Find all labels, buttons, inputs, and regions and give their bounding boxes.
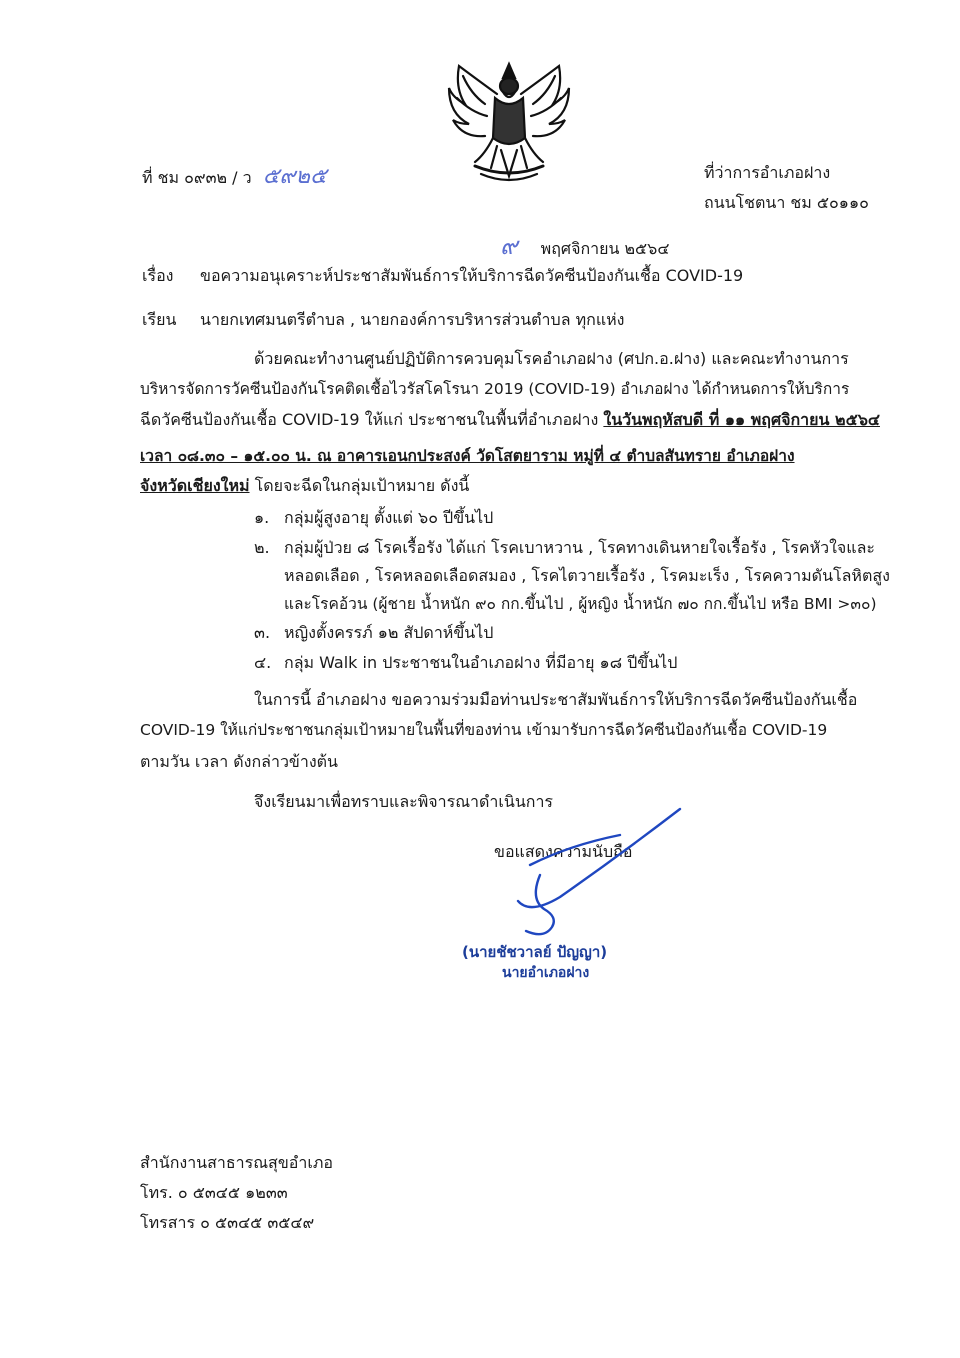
body1-line1: ด้วยคณะทำงานศูนย์ปฏิบัติการควบคุมโรคอำเภอฝาง (ศปก.อ.ฝาง) และคณะทำงานการ (254, 349, 849, 368)
list-item: ๑. กลุ่มผู้สูงอายุ ตั้งแต่ ๖๐ ปีขึ้นไป (254, 508, 494, 527)
subject-line: เรื่อง ขอความอนุเคราะห์ประชาสัมพันธ์การให้บริการฉีดวัคซีนป้องกันเชื้อ COVID-19 (142, 266, 744, 285)
signatory-position: นายอำเภอฝาง (502, 965, 590, 981)
body2-line3: ตามวัน เวลา ดังกล่าวข้างต้น (140, 752, 338, 771)
office-address: ที่ว่าการอำเภอฝาง ถนนโชตนา ชม ๕๐๑๑๐ (704, 163, 869, 212)
document-date: ๙ พฤศจิกายน ๒๕๖๔ (500, 232, 670, 260)
regards-line: ขอแสดงความนับถือ (494, 842, 633, 861)
list-item: ๔. กลุ่ม Walk in ประชาชนในอำเภอฝาง ที่มีอายุ ๑๘ ปีขึ้นไป (254, 653, 678, 672)
footer-unit: สำนักงานสาธารณสุขอำเภอ (140, 1153, 333, 1172)
footer-contact (140, 1148, 333, 1238)
body1-line5: จังหวัดเชียงใหม่ โดยจะฉีดในกลุ่มเป้าหมาย ดังนี้ (140, 476, 470, 495)
signature-mark (500, 805, 690, 945)
list-item-continuation: และโรคอ้วน (ผู้ชาย น้ำหนัก ๙๐ กก.ขึ้นไป , ผู้หญิง น้ำหนัก ๗๐ กก.ขึ้นไป หรือ BMI >๓๐) (284, 595, 877, 613)
body1-line3: ฉีดวัคซีนป้องกันเชื้อ COVID-19 ให้แก่ ประชาชนในพื้นที่อำเภอฝาง ในวันพฤหัสบดี ที่ ๑๑ พฤศจิกายน ๒๕๖๔ (140, 410, 880, 429)
footer-fax: โทรสาร ๐ ๕๓๔๕ ๓๕๔๙ (140, 1213, 315, 1232)
body1-line2: บริหารจัดการวัคซีนป้องกันโรคติดเชื้อไวรัสโคโรนา 2019 (COVID-19) อำเภอฝาง ได้กำหนดการให้บริการ (140, 380, 850, 398)
recipient-line: เรียน นายกเทศมนตรีตำบล , นายกองค์การบริหารส่วนตำบล ทุกแห่ง (142, 310, 625, 329)
handwritten-ref-number: ๕๙๒๕ (262, 164, 327, 189)
province-highlight: จังหวัดเชียงใหม่ (140, 476, 250, 495)
list-item-continuation: หลอดเลือด , โรคหลอดเลือดสมอง , โรคไตวายเรื้อรัง , โรคมะเร็ง , โรคความดันโลหิตสูง (284, 566, 890, 585)
list-item: ๓. หญิงตั้งครรภ์ ๑๒ สัปดาห์ขึ้นไป (254, 623, 494, 642)
handwritten-day: ๙ (500, 232, 518, 260)
event-date-highlight: ในวันพฤหัสบดี ที่ ๑๑ พฤศจิกายน ๒๕๖๔ (603, 410, 880, 429)
signatory-name: (นายชัชวาลย์ ปัญญา) (462, 943, 608, 961)
footer-tel: โทร. ๐ ๕๓๔๕ ๑๒๓๓ (140, 1183, 288, 1202)
event-time-place-highlight: เวลา ๐๘.๓๐ – ๑๕.๐๐ น. ณ อาคารเอนกประสงค์ วัดโสตยาราม หมู่ที่ ๔ ตำบลสันทราย อำเภอฝาง (140, 447, 795, 465)
garuda-emblem-icon (445, 58, 573, 188)
reference-number: ที่ ชม ๐๙๓๒ / ว ๕๙๒๕ (142, 164, 327, 189)
list-item: ๒. กลุ่มผู้ป่วย ๘ โรคเรื้อรัง ได้แก่ โรคเบาหวาน , โรคทางเดินหายใจเรื้อรัง , โรคหัวใจและ (254, 538, 876, 557)
closing-line: จึงเรียนมาเพื่อทราบและพิจารณาดำเนินการ (254, 792, 554, 811)
body2-line2: COVID-19 ให้แก่ประชาชนกลุ่มเป้าหมายในพื้นที่ของท่าน เข้ามารับการฉีดวัคซีนป้องกันเชื้อ COVID-19 (140, 721, 828, 739)
body1-line4 (140, 441, 872, 471)
body2-line1: ในการนี้ อำเภอฝาง ขอความร่วมมือท่านประชาสัมพันธ์การให้บริการฉีดวัคซีนป้องกันเชื้อ (254, 690, 858, 709)
